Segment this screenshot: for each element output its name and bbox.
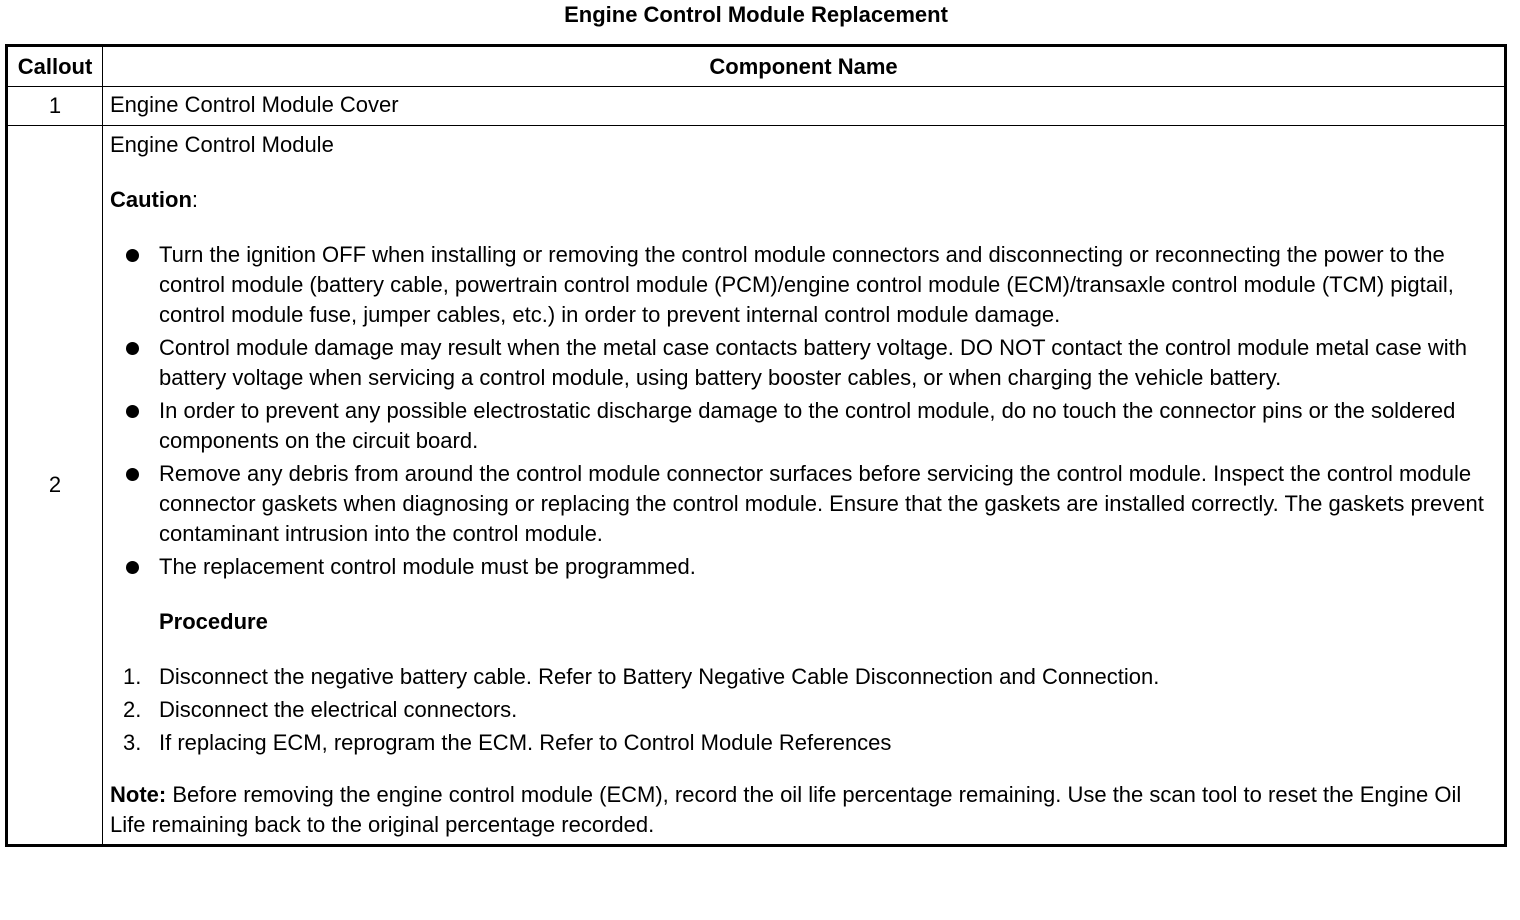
note-label: Note: xyxy=(110,782,167,807)
bullet-icon xyxy=(126,468,139,481)
caution-list xyxy=(110,240,1498,582)
caution-item xyxy=(159,459,1498,549)
step-number: 1. xyxy=(123,664,142,689)
caution-item xyxy=(159,240,1498,330)
callout-number: 2 xyxy=(7,126,103,846)
procedure-step xyxy=(123,728,1498,758)
note-paragraph xyxy=(110,780,1498,840)
procedure-steps xyxy=(110,662,1498,758)
caution-item xyxy=(159,552,1498,582)
component-details xyxy=(103,126,1506,846)
caution-text: Turn the ignition OFF when installing or removing the control module connectors and disconnecting or reconnecting the power to the control module (battery cable, powertrain control module (PCM)/engine control module (ECM)/transaxle control module (TCM) pigtail, control module fuse, jumper cables, etc.) in order to prevent internal control module damage. xyxy=(159,242,1454,327)
note-text: Before removing the engine control module (ECM), record the oil life percentage remaining. Use the scan tool to reset the Engine Oil Life remaining back to the original percentage recorded. xyxy=(110,782,1462,837)
procedure-heading: Procedure xyxy=(159,609,268,634)
bullet-icon xyxy=(126,342,139,355)
table-row xyxy=(7,87,1506,126)
component-table xyxy=(5,44,1507,847)
caution-colon: : xyxy=(191,187,199,212)
bullet-icon xyxy=(126,561,139,574)
table-row xyxy=(7,126,1506,846)
caution-text: Remove any debris from around the control module connector surfaces before servicing the control module. Inspect the control module connector gaskets when diagnosing or replacing the control module. Ensure that the gaskets are installed correctly. The gaskets prevent contaminant intrusion into the control module. xyxy=(159,461,1484,546)
bullet-icon xyxy=(126,249,139,262)
caution-text: Control module damage may result when the metal case contacts battery voltage. DO NOT contact the control module metal case with battery voltage when servicing a control module, using battery booster cables, or when charging the vehicle battery. xyxy=(159,335,1468,390)
caution-text: In order to prevent any possible electrostatic discharge damage to the control module, do no touch the connector pins or the soldered components on the circuit board. xyxy=(159,398,1456,453)
component-name: Engine Control Module xyxy=(110,132,334,157)
procedure-step xyxy=(123,695,1498,725)
caution-item xyxy=(159,396,1498,456)
step-text: Disconnect the negative battery cable. Refer to Battery Negative Cable Disconnection and Connection. xyxy=(159,664,1160,689)
step-number: 3. xyxy=(123,730,142,755)
caution-heading xyxy=(110,185,1498,215)
document-title: Engine Control Module Replacement xyxy=(564,2,948,27)
component-name-header: Component Name xyxy=(103,46,1506,87)
step-text: If replacing ECM, reprogram the ECM. Refer to Control Module References xyxy=(159,730,892,755)
caution-text: The replacement control module must be programmed. xyxy=(159,554,696,579)
component-name: Engine Control Module Cover xyxy=(103,87,1506,126)
callout-header: Callout xyxy=(7,46,103,87)
bullet-icon xyxy=(126,405,139,418)
table-header-row xyxy=(7,46,1506,87)
caution-item xyxy=(159,333,1498,393)
step-text: Disconnect the electrical connectors. xyxy=(159,697,518,722)
procedure-step xyxy=(123,662,1498,692)
callout-number: 1 xyxy=(7,87,103,126)
step-number: 2. xyxy=(123,697,142,722)
caution-label: Caution xyxy=(110,187,192,212)
